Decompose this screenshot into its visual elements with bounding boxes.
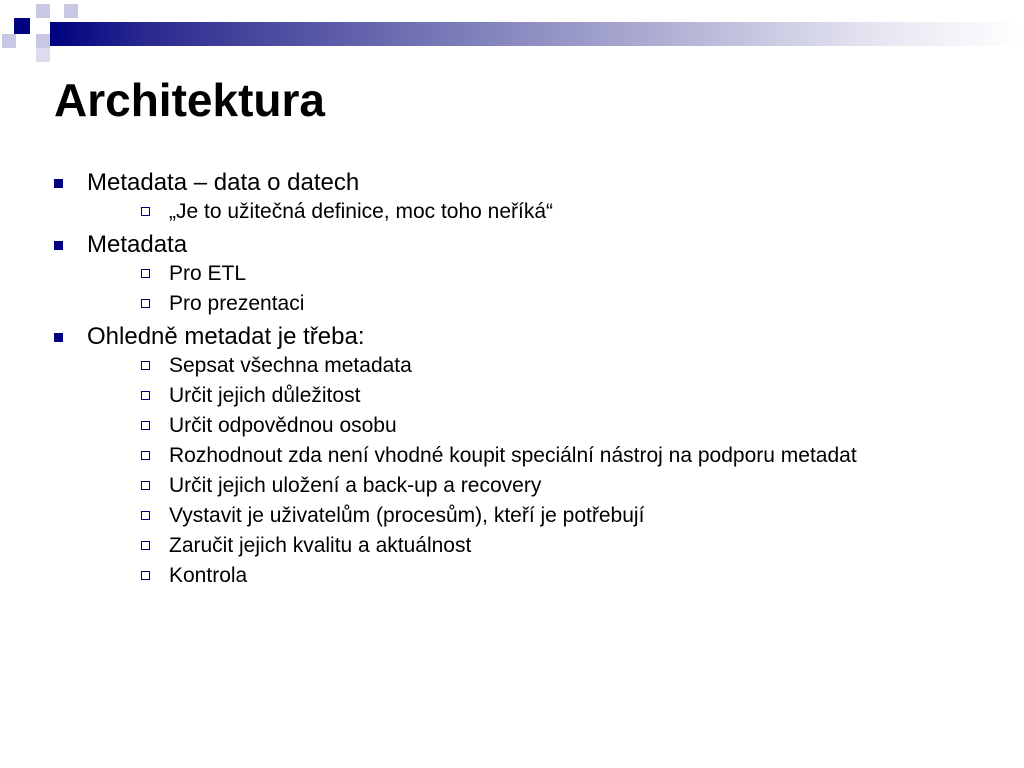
sub-bullet-text: Určit odpovědnou osobu	[169, 414, 397, 437]
sub-bullet-text: Sepsat všechna metadata	[169, 354, 412, 377]
hollow-square-bullet-icon	[141, 421, 150, 430]
bullet-item-metadata	[50, 230, 950, 316]
hollow-square-bullet-icon	[141, 481, 150, 490]
sub-bullet-item	[87, 504, 950, 528]
bullet-item-metadata-tasks	[50, 322, 950, 588]
bullet-item-metadata-definition	[50, 168, 950, 224]
bullet-text: Metadata – data o datech	[87, 169, 360, 196]
deco-square-light-top	[36, 4, 50, 18]
sub-bullet-text: Rozhodnout zda není vhodné koupit speciální nástroj na podporu metadat	[169, 444, 857, 467]
hollow-square-bullet-icon	[141, 391, 150, 400]
sub-bullet-item	[87, 384, 950, 408]
hollow-square-bullet-icon	[141, 511, 150, 520]
sub-bullet-text: „Je to užitečná definice, moc toho neříká“	[169, 200, 554, 223]
bullet-list	[50, 168, 950, 594]
sub-bullet-text: Určit jejich uložení a back-up a recovery	[169, 474, 542, 497]
sub-bullet-item	[87, 474, 950, 498]
hollow-square-bullet-icon	[141, 269, 150, 278]
hollow-square-bullet-icon	[141, 207, 150, 216]
hollow-square-bullet-icon	[141, 361, 150, 370]
hollow-square-bullet-icon	[141, 571, 150, 580]
sub-bullet-list	[87, 200, 950, 224]
deco-square-light-right	[64, 4, 78, 18]
sub-bullet-item	[87, 262, 950, 286]
filled-square-bullet-icon	[54, 179, 63, 188]
sub-bullet-item	[87, 292, 950, 316]
sub-bullet-text: Zaručit jejich kvalitu a aktuálnost	[169, 534, 472, 557]
sub-bullet-item	[87, 534, 950, 558]
bullet-text: Metadata	[87, 231, 188, 258]
bullet-text: Ohledně metadat je třeba:	[87, 323, 365, 350]
sub-bullet-text: Pro ETL	[169, 262, 247, 285]
hollow-square-bullet-icon	[141, 541, 150, 550]
sub-bullet-text: Určit jejich důležitost	[169, 384, 361, 407]
hollow-square-bullet-icon	[141, 451, 150, 460]
sub-bullet-item	[87, 444, 950, 468]
sub-bullet-text: Kontrola	[169, 564, 248, 587]
filled-square-bullet-icon	[54, 241, 63, 250]
slide-title: Architektura	[54, 74, 325, 126]
sub-bullet-list	[87, 354, 950, 588]
sub-bullet-text: Pro prezentaci	[169, 292, 305, 315]
header-gradient-bar	[50, 22, 1024, 46]
deco-square-navy	[14, 18, 30, 34]
deco-square-light-left	[2, 34, 16, 48]
sub-bullet-text: Vystavit je uživatelům (procesům), kteří je potřebují	[169, 504, 645, 527]
deco-square-light-bottom	[36, 48, 50, 62]
sub-bullet-item	[87, 354, 950, 378]
sub-bullet-item	[87, 414, 950, 438]
hollow-square-bullet-icon	[141, 299, 150, 308]
deco-square-light-mid	[36, 34, 50, 48]
filled-square-bullet-icon	[54, 333, 63, 342]
sub-bullet-item	[87, 200, 950, 224]
header-decoration	[0, 0, 1024, 64]
sub-bullet-item	[87, 564, 950, 588]
sub-bullet-list	[87, 262, 950, 316]
